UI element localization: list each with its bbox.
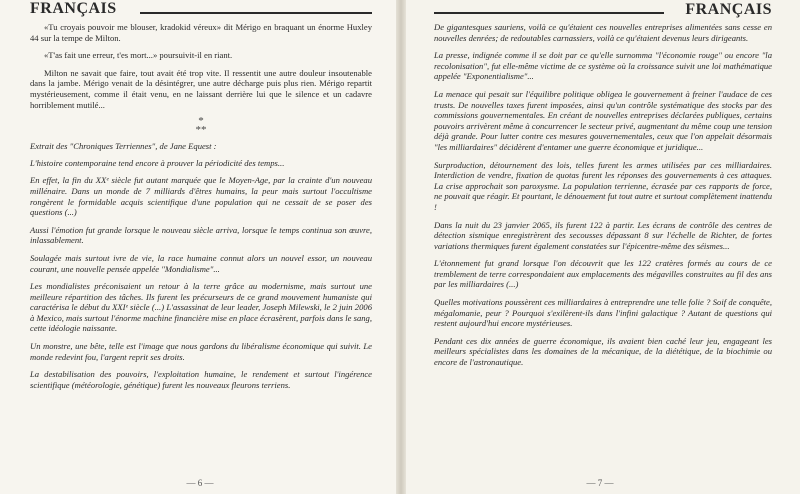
- paragraph: La presse, indignée comme il se doit par ce qu'elle surnomma "l'économie rouge" ou encore "la recolonisation", fut elle-même victime de ce système où la croissance suivit une loi mathématique appelée "Exponentialisme"...: [434, 50, 772, 82]
- header-rule: [434, 12, 664, 14]
- paragraph: Milton ne savait que faire, tout avait été trop vite. Il ressentit une autre douleur insoutenable dans la jambe. Mérigo venait de la désintégrer, une autre décharge puis plus rien. Mérigo repartit mystérieusement, comme il était venu, en ne laissant derrière lui que le silence et un cadavre horriblement mutilé...: [30, 67, 372, 110]
- paragraph: De gigantesques sauriens, voilà ce qu'étaient ces nouvelles entreprises alimentées sans cesse en nouvelles denrées; de redoutables carnassiers, voilà ce qu'étaient devenus leurs dirigeants.: [434, 22, 772, 43]
- paragraph: L'histoire contemporaine tend encore à prouver la périodicité des temps...: [30, 157, 285, 168]
- header-rule: [140, 12, 372, 14]
- page-number: — 6 —: [186, 478, 214, 488]
- paragraph: Pendant ces dix années de guerre économique, ils avaient bien caché leur jeu, engageant les meilleurs spécialistes dans les domaines de la mécanique, de la diététique, de la biochimie ou encore de l'astronautique.: [434, 335, 772, 368]
- section-title: FRANÇAIS: [685, 1, 772, 18]
- right-page: [400, 0, 800, 494]
- right-body: [434, 22, 772, 368]
- paragraph: En effet, la fin du XXᵉ siècle fut autant marquée que le Moyen-Age, par la crainte d'un nouveau millénaire. Dans un monde de 7 milliards d'êtres humains, la peur mais surtout l'occultisme rongèrent le formidable acquis scientifique d'une population qui ne cessait de se poser des questions (...): [30, 175, 372, 218]
- left-body: [30, 22, 372, 390]
- asterism-bottom: **: [195, 124, 207, 137]
- page-header: [30, 0, 372, 22]
- paragraph: La destabilisation des pouvoirs, l'exploitation humaine, le rendement et surtout l'ingérence scientifique (météorologie, génétique) furent les nouveaux fleurons terriens.: [30, 369, 372, 390]
- page-number: — 7 —: [586, 478, 614, 488]
- paragraph: La menace qui pesait sur l'équilibre politique obligea le gouvernement à freiner l'audace de ces trusts. De nouvelles taxes furent imposées, ainsi qu'un contrôle systématique des stocks par des commissions gouvernementales. En créant de nouvelles entreprises déclarées publiques, certains pouvoirs arrivèrent même à concurrencer le secteur privé, augmentant du même coup une tension déjà grande. Pour lutter contre ces mesures gouvernementales, ceux que l'on appelait désormais "les milliardaires" décidèrent d'entamer une guerre économique et juridique...: [434, 88, 772, 152]
- page-header: [434, 0, 772, 22]
- paragraph: Un monstre, une bête, telle est l'image que nous gardons du libéralisme économique qui suivit. Le monde redevint fou, l'argent reprit ses droits.: [30, 341, 372, 362]
- paragraph: «Tu croyais pouvoir me blouser, kradokid véreux» dit Mérigo en braquant un énorme Huxley 44 sur la tempe de Milton.: [30, 22, 372, 43]
- asterism-top: *: [198, 115, 204, 128]
- paragraph: Surproduction, détournement des lois, telles furent les armes utilisées par ces milliardaires. Interdiction de vendre, fixation de quotas furent les réponses des gouvernements à ces attaques. La crise approchait son paroxysme. La population terrienne, écrasée par ces rapports de force, ne pouvait que réagir. Et pourtant, le dénouement fut tout autre et surtout complètement inattendu !: [434, 159, 772, 212]
- paragraph: Aussi l'émotion fut grande lorsque le nouveau siècle arriva, lorsque le temps continua son œuvre, inlassablement.: [30, 224, 372, 246]
- paragraph: L'étonnement fut grand lorsque l'on découvrit que les 122 cratères formés au cours de ce tremblement de terre correspondaient aux emplacements des mégavilles construites au fil des ans par les milliardaires (...): [434, 258, 772, 290]
- extract-heading: Extrait des "Chroniques Terriennes", de Jane Equest :: [30, 141, 217, 152]
- paragraph: Soulagée mais surtout ivre de vie, la race humaine connut alors un nouvel essor, un nouveau courant, une nouvelle pensée appelée "Mondialisme"...: [30, 252, 372, 274]
- section-title: FRANÇAIS: [30, 0, 117, 17]
- paragraph: Dans la nuit du 23 janvier 2065, ils furent 122 à partir. Les écrans de contrôle des centres de détection sismique enregistrèrent des secousses dépassant 8 sur l'échelle de Richter, de fortes variations thermiques furent également constatées sur l'épicentre-même des séismes...: [434, 219, 772, 251]
- asterism: [30, 117, 372, 135]
- book-gutter: [396, 0, 406, 494]
- paragraph: Les mondialistes préconisaient un retour à la terre grâce au modernisme, mais surtout une meilleure répartition des tâches. Ils furent les précurseurs de ce grand mouvement humaniste qui caractérisa le début du XXIᵉ siècle (...) L'assassinat de leur leader, Joseph Milewski, le 2 juin 2006 à Mexico, mais surtout l'énorme machine financière mise en place écrasèrent, parfois dans le sang, cette idéologie naissante.: [30, 281, 372, 334]
- paragraph: «T'as fait une erreur, t'es mort...» poursuivit-il en riant.: [44, 50, 233, 61]
- paragraph: Quelles motivations poussèrent ces milliardaires à entreprendre une telle folie ? Soif de conquête, mégalomanie, peur ? Pourquoi s'exilèrent-ils dans l'infini galactique ? Autant de questions qui restent aujourd'hui encore mystérieuses.: [434, 297, 772, 329]
